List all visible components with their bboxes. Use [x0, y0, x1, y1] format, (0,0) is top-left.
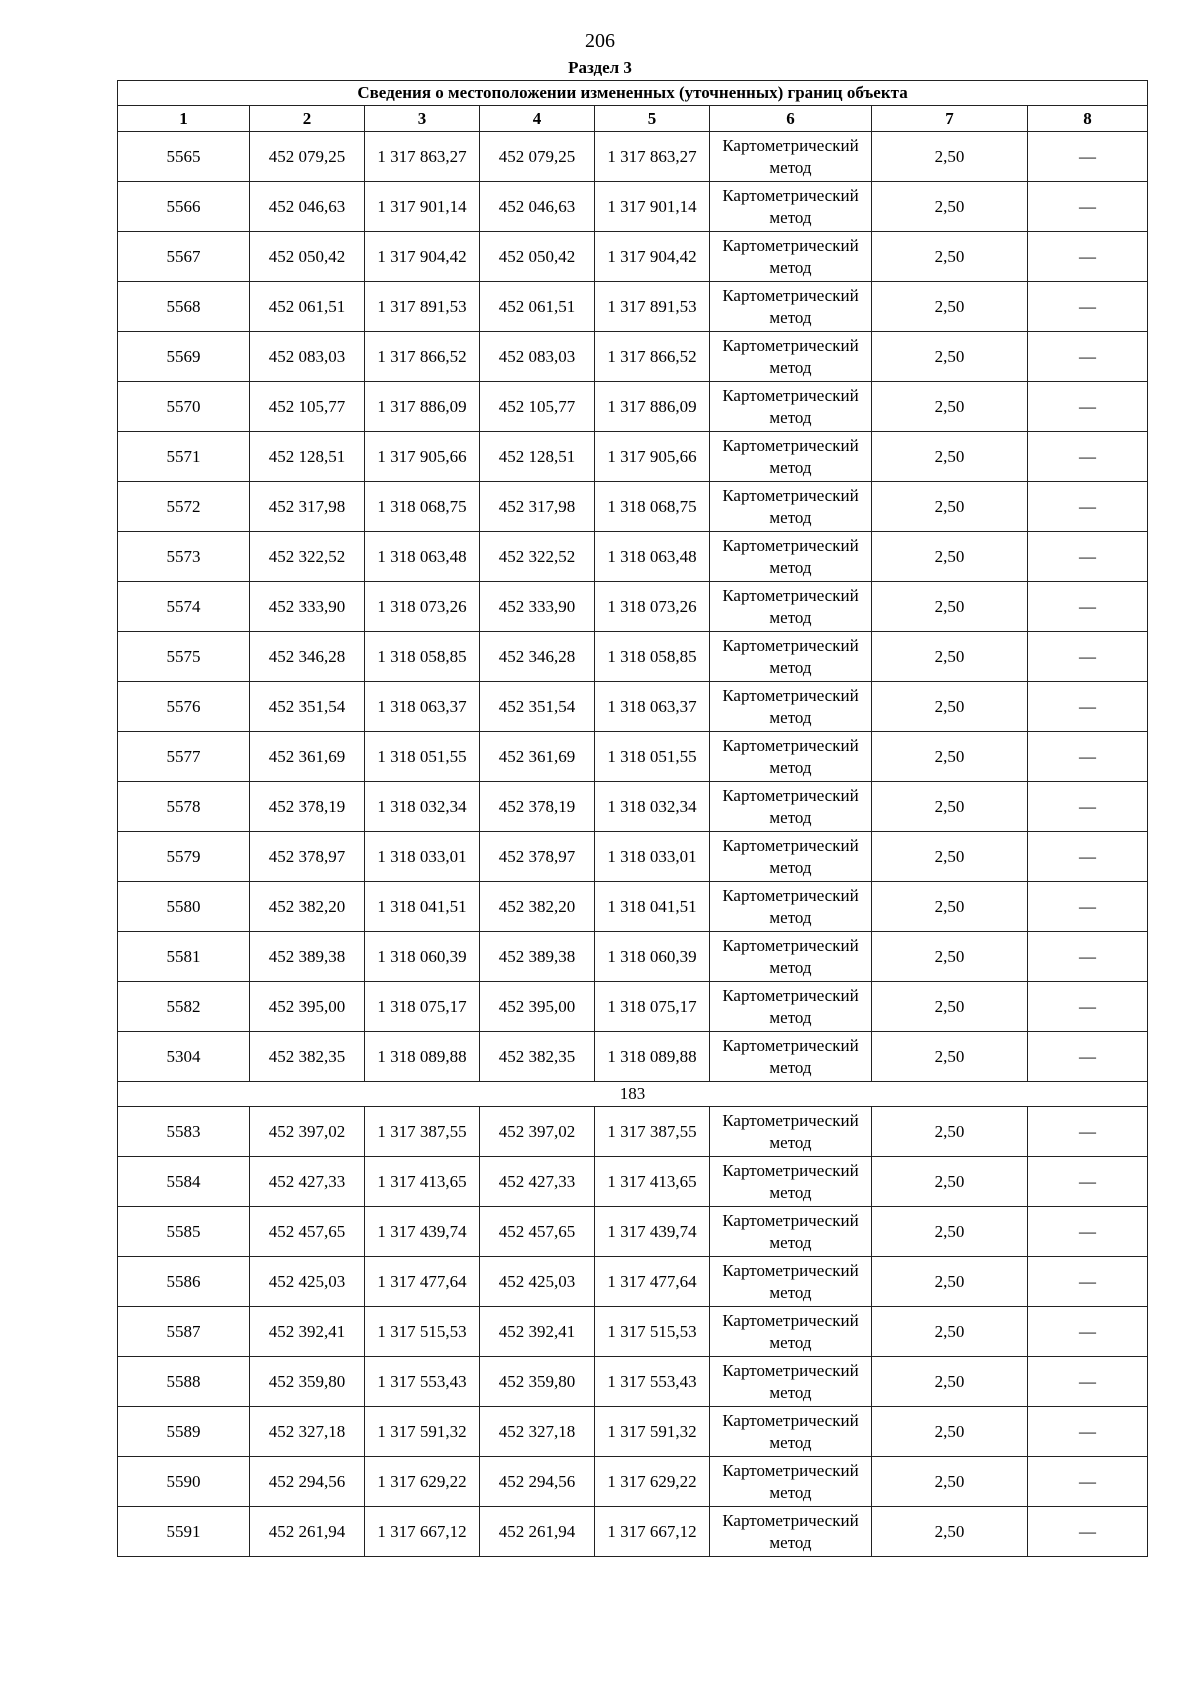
y-existing-cell: 1 317 477,64 [365, 1257, 480, 1307]
x-existing-cell: 452 382,20 [250, 882, 365, 932]
description-cell [1028, 1307, 1148, 1357]
x-existing-cell: 452 359,80 [250, 1357, 365, 1407]
x-existing-cell: 452 061,51 [250, 282, 365, 332]
description-cell [1028, 332, 1148, 382]
x-new-cell: 452 397,02 [480, 1107, 595, 1157]
method-cell: Картометрический метод [710, 932, 872, 982]
y-existing-cell: 1 318 063,48 [365, 532, 480, 582]
x-new-cell: 452 361,69 [480, 732, 595, 782]
point-number-cell: 5589 [118, 1407, 250, 1457]
description-cell [1028, 1207, 1148, 1257]
y-new-cell: 1 318 041,51 [595, 882, 710, 932]
point-number-cell: 5591 [118, 1507, 250, 1557]
description-cell [1028, 382, 1148, 432]
method-cell: Картометрический метод [710, 1357, 872, 1407]
table-row [118, 432, 1148, 482]
group-label: 183 [118, 1082, 1148, 1107]
table-row [118, 182, 1148, 232]
description-cell [1028, 932, 1148, 982]
x-existing-cell: 452 425,03 [250, 1257, 365, 1307]
point-number-cell: 5579 [118, 832, 250, 882]
accuracy-cell: 2,50 [872, 582, 1028, 632]
x-new-cell: 452 061,51 [480, 282, 595, 332]
accuracy-cell: 2,50 [872, 1157, 1028, 1207]
section-title: Раздел 3 [568, 58, 632, 77]
empty-mark: — [1079, 596, 1097, 616]
accuracy-cell: 2,50 [872, 1457, 1028, 1507]
empty-mark: — [1079, 1171, 1097, 1191]
method-cell: Картометрический метод [710, 332, 872, 382]
table-row [118, 1307, 1148, 1357]
x-existing-cell: 452 083,03 [250, 332, 365, 382]
x-existing-cell: 452 046,63 [250, 182, 365, 232]
accuracy-cell: 2,50 [872, 782, 1028, 832]
table-row [118, 232, 1148, 282]
x-existing-cell: 452 128,51 [250, 432, 365, 482]
y-new-cell: 1 317 477,64 [595, 1257, 710, 1307]
column-header: 2 [250, 106, 365, 132]
empty-mark: — [1079, 1271, 1097, 1291]
y-new-cell: 1 318 063,37 [595, 682, 710, 732]
y-new-cell: 1 317 901,14 [595, 182, 710, 232]
y-new-cell: 1 318 051,55 [595, 732, 710, 782]
point-number-cell: 5578 [118, 782, 250, 832]
description-cell [1028, 1157, 1148, 1207]
table-row [118, 1407, 1148, 1457]
x-new-cell: 452 395,00 [480, 982, 595, 1032]
description-cell [1028, 1407, 1148, 1457]
empty-mark: — [1079, 996, 1097, 1016]
point-number-cell: 5582 [118, 982, 250, 1032]
x-existing-cell: 452 457,65 [250, 1207, 365, 1257]
y-new-cell: 1 317 891,53 [595, 282, 710, 332]
y-new-cell: 1 317 863,27 [595, 132, 710, 182]
y-existing-cell: 1 318 033,01 [365, 832, 480, 882]
y-new-cell: 1 318 058,85 [595, 632, 710, 682]
accuracy-cell: 2,50 [872, 982, 1028, 1032]
y-new-cell: 1 317 886,09 [595, 382, 710, 432]
x-new-cell: 452 327,18 [480, 1407, 595, 1457]
empty-mark: — [1079, 496, 1097, 516]
point-number-cell: 5577 [118, 732, 250, 782]
table-row [118, 932, 1148, 982]
empty-mark: — [1079, 746, 1097, 766]
table-row [118, 832, 1148, 882]
x-new-cell: 452 457,65 [480, 1207, 595, 1257]
empty-mark: — [1079, 446, 1097, 466]
method-cell: Картометрический метод [710, 532, 872, 582]
y-existing-cell: 1 317 413,65 [365, 1157, 480, 1207]
y-existing-cell: 1 318 075,17 [365, 982, 480, 1032]
x-new-cell: 452 389,38 [480, 932, 595, 982]
method-cell: Картометрический метод [710, 1107, 872, 1157]
method-cell: Картометрический метод [710, 132, 872, 182]
x-new-cell: 452 317,98 [480, 482, 595, 532]
y-existing-cell: 1 318 051,55 [365, 732, 480, 782]
x-existing-cell: 452 327,18 [250, 1407, 365, 1457]
y-existing-cell: 1 317 515,53 [365, 1307, 480, 1357]
x-existing-cell: 452 392,41 [250, 1307, 365, 1357]
accuracy-cell: 2,50 [872, 132, 1028, 182]
table-row [118, 732, 1148, 782]
x-existing-cell: 452 050,42 [250, 232, 365, 282]
method-cell: Картометрический метод [710, 1032, 872, 1082]
method-cell: Картометрический метод [710, 1207, 872, 1257]
accuracy-cell: 2,50 [872, 682, 1028, 732]
empty-mark: — [1079, 796, 1097, 816]
coordinates-table [117, 80, 1148, 1557]
method-cell: Картометрический метод [710, 582, 872, 632]
empty-mark: — [1079, 846, 1097, 866]
method-cell: Картометрический метод [710, 882, 872, 932]
table-row [118, 882, 1148, 932]
column-header: 7 [872, 106, 1028, 132]
accuracy-cell: 2,50 [872, 232, 1028, 282]
method-cell: Картометрический метод [710, 282, 872, 332]
method-cell: Картометрический метод [710, 432, 872, 482]
empty-mark: — [1079, 396, 1097, 416]
table-row [118, 282, 1148, 332]
accuracy-cell: 2,50 [872, 732, 1028, 782]
point-number-cell: 5572 [118, 482, 250, 532]
x-new-cell: 452 382,20 [480, 882, 595, 932]
y-new-cell: 1 317 866,52 [595, 332, 710, 382]
empty-mark: — [1079, 1046, 1097, 1066]
table-row [118, 382, 1148, 432]
accuracy-cell: 2,50 [872, 1032, 1028, 1082]
description-cell [1028, 1507, 1148, 1557]
method-cell: Картометрический метод [710, 382, 872, 432]
y-new-cell: 1 318 068,75 [595, 482, 710, 532]
column-header: 4 [480, 106, 595, 132]
y-existing-cell: 1 317 439,74 [365, 1207, 480, 1257]
accuracy-cell: 2,50 [872, 282, 1028, 332]
x-existing-cell: 452 378,97 [250, 832, 365, 882]
x-existing-cell: 452 322,52 [250, 532, 365, 582]
x-new-cell: 452 351,54 [480, 682, 595, 732]
point-number-cell: 5573 [118, 532, 250, 582]
y-new-cell: 1 317 591,32 [595, 1407, 710, 1457]
x-existing-cell: 452 333,90 [250, 582, 365, 632]
table-row [118, 1507, 1148, 1557]
accuracy-cell: 2,50 [872, 182, 1028, 232]
table-caption: Сведения о местоположении измененных (уточненных) границ объекта [118, 81, 1148, 106]
method-cell: Картометрический метод [710, 682, 872, 732]
x-existing-cell: 452 397,02 [250, 1107, 365, 1157]
empty-mark: — [1079, 1221, 1097, 1241]
y-new-cell: 1 317 413,65 [595, 1157, 710, 1207]
x-existing-cell: 452 294,56 [250, 1457, 365, 1507]
column-header: 5 [595, 106, 710, 132]
group-row [118, 1082, 1148, 1107]
empty-mark: — [1079, 1421, 1097, 1441]
accuracy-cell: 2,50 [872, 532, 1028, 582]
x-new-cell: 452 128,51 [480, 432, 595, 482]
x-new-cell: 452 333,90 [480, 582, 595, 632]
table-row [118, 532, 1148, 582]
x-existing-cell: 452 389,38 [250, 932, 365, 982]
description-cell [1028, 1032, 1148, 1082]
y-existing-cell: 1 317 904,42 [365, 232, 480, 282]
table-row [118, 132, 1148, 182]
accuracy-cell: 2,50 [872, 332, 1028, 382]
y-new-cell: 1 317 439,74 [595, 1207, 710, 1257]
empty-mark: — [1079, 946, 1097, 966]
empty-mark: — [1079, 246, 1097, 266]
point-number-cell: 5576 [118, 682, 250, 732]
point-number-cell: 5565 [118, 132, 250, 182]
method-cell: Картометрический метод [710, 1457, 872, 1507]
table-row [118, 1357, 1148, 1407]
table-row [118, 632, 1148, 682]
empty-mark: — [1079, 696, 1097, 716]
point-number-cell: 5571 [118, 432, 250, 482]
method-cell: Картометрический метод [710, 1307, 872, 1357]
point-number-cell: 5590 [118, 1457, 250, 1507]
point-number-cell: 5585 [118, 1207, 250, 1257]
x-existing-cell: 452 317,98 [250, 482, 365, 532]
y-existing-cell: 1 318 058,85 [365, 632, 480, 682]
y-new-cell: 1 318 089,88 [595, 1032, 710, 1082]
point-number-cell: 5586 [118, 1257, 250, 1307]
x-existing-cell: 452 351,54 [250, 682, 365, 732]
y-new-cell: 1 317 667,12 [595, 1507, 710, 1557]
column-header-row [118, 106, 1148, 132]
y-new-cell: 1 318 063,48 [595, 532, 710, 582]
accuracy-cell: 2,50 [872, 882, 1028, 932]
empty-mark: — [1079, 546, 1097, 566]
method-cell: Картометрический метод [710, 832, 872, 882]
method-cell: Картометрический метод [710, 1407, 872, 1457]
point-number-cell: 5567 [118, 232, 250, 282]
accuracy-cell: 2,50 [872, 1257, 1028, 1307]
point-number-cell: 5587 [118, 1307, 250, 1357]
y-new-cell: 1 317 553,43 [595, 1357, 710, 1407]
description-cell [1028, 532, 1148, 582]
description-cell [1028, 882, 1148, 932]
description-cell [1028, 1457, 1148, 1507]
empty-mark: — [1079, 146, 1097, 166]
column-header: 6 [710, 106, 872, 132]
method-cell: Картометрический метод [710, 182, 872, 232]
table-body-b [118, 1107, 1148, 1557]
accuracy-cell: 2,50 [872, 1207, 1028, 1257]
y-existing-cell: 1 318 068,75 [365, 482, 480, 532]
x-existing-cell: 452 361,69 [250, 732, 365, 782]
accuracy-cell: 2,50 [872, 382, 1028, 432]
accuracy-cell: 2,50 [872, 1307, 1028, 1357]
table-row [118, 782, 1148, 832]
point-number-cell: 5570 [118, 382, 250, 432]
x-existing-cell: 452 382,35 [250, 1032, 365, 1082]
y-existing-cell: 1 317 863,27 [365, 132, 480, 182]
point-number-cell: 5575 [118, 632, 250, 682]
y-new-cell: 1 318 060,39 [595, 932, 710, 982]
y-new-cell: 1 317 904,42 [595, 232, 710, 282]
description-cell [1028, 732, 1148, 782]
x-existing-cell: 452 079,25 [250, 132, 365, 182]
empty-mark: — [1079, 296, 1097, 316]
description-cell [1028, 982, 1148, 1032]
y-new-cell: 1 317 515,53 [595, 1307, 710, 1357]
x-new-cell: 452 083,03 [480, 332, 595, 382]
method-cell: Картометрический метод [710, 782, 872, 832]
y-existing-cell: 1 317 905,66 [365, 432, 480, 482]
point-number-cell: 5584 [118, 1157, 250, 1207]
point-number-cell: 5580 [118, 882, 250, 932]
empty-mark: — [1079, 1121, 1097, 1141]
x-new-cell: 452 050,42 [480, 232, 595, 282]
x-new-cell: 452 378,19 [480, 782, 595, 832]
y-new-cell: 1 317 387,55 [595, 1107, 710, 1157]
point-number-cell: 5583 [118, 1107, 250, 1157]
y-existing-cell: 1 317 891,53 [365, 282, 480, 332]
accuracy-cell: 2,50 [872, 1507, 1028, 1557]
y-existing-cell: 1 317 591,32 [365, 1407, 480, 1457]
y-existing-cell: 1 317 553,43 [365, 1357, 480, 1407]
table-row [118, 1032, 1148, 1082]
table-caption-row [118, 81, 1148, 106]
x-existing-cell: 452 427,33 [250, 1157, 365, 1207]
description-cell [1028, 682, 1148, 732]
y-existing-cell: 1 317 667,12 [365, 1507, 480, 1557]
y-existing-cell: 1 318 060,39 [365, 932, 480, 982]
table-row [118, 1207, 1148, 1257]
description-cell [1028, 432, 1148, 482]
table-body-a [118, 132, 1148, 1082]
x-new-cell: 452 427,33 [480, 1157, 595, 1207]
method-cell: Картометрический метод [710, 632, 872, 682]
y-new-cell: 1 317 905,66 [595, 432, 710, 482]
column-header: 3 [365, 106, 480, 132]
x-existing-cell: 452 105,77 [250, 382, 365, 432]
description-cell [1028, 132, 1148, 182]
y-existing-cell: 1 317 866,52 [365, 332, 480, 382]
table-row [118, 482, 1148, 532]
x-new-cell: 452 294,56 [480, 1457, 595, 1507]
x-existing-cell: 452 378,19 [250, 782, 365, 832]
accuracy-cell: 2,50 [872, 1107, 1028, 1157]
table-row [118, 982, 1148, 1032]
description-cell [1028, 632, 1148, 682]
empty-mark: — [1079, 1371, 1097, 1391]
method-cell: Картометрический метод [710, 1257, 872, 1307]
method-cell: Картометрический метод [710, 1157, 872, 1207]
x-new-cell: 452 392,41 [480, 1307, 595, 1357]
point-number-cell: 5304 [118, 1032, 250, 1082]
y-existing-cell: 1 318 063,37 [365, 682, 480, 732]
table-row [118, 1257, 1148, 1307]
description-cell [1028, 1257, 1148, 1307]
point-number-cell: 5569 [118, 332, 250, 382]
y-existing-cell: 1 318 032,34 [365, 782, 480, 832]
description-cell [1028, 482, 1148, 532]
x-existing-cell: 452 261,94 [250, 1507, 365, 1557]
y-existing-cell: 1 318 041,51 [365, 882, 480, 932]
point-number-cell: 5574 [118, 582, 250, 632]
x-new-cell: 452 359,80 [480, 1357, 595, 1407]
description-cell [1028, 282, 1148, 332]
y-new-cell: 1 318 032,34 [595, 782, 710, 832]
y-new-cell: 1 318 073,26 [595, 582, 710, 632]
description-cell [1028, 1357, 1148, 1407]
x-new-cell: 452 261,94 [480, 1507, 595, 1557]
description-cell [1028, 182, 1148, 232]
table-row [118, 1157, 1148, 1207]
method-cell: Картометрический метод [710, 982, 872, 1032]
x-new-cell: 452 079,25 [480, 132, 595, 182]
x-existing-cell: 452 346,28 [250, 632, 365, 682]
y-new-cell: 1 318 075,17 [595, 982, 710, 1032]
x-new-cell: 452 322,52 [480, 532, 595, 582]
table-row [118, 582, 1148, 632]
empty-mark: — [1079, 896, 1097, 916]
description-cell [1028, 582, 1148, 632]
method-cell: Картометрический метод [710, 482, 872, 532]
table-row [118, 1107, 1148, 1157]
point-number-cell: 5566 [118, 182, 250, 232]
table-row [118, 332, 1148, 382]
table-row [118, 682, 1148, 732]
accuracy-cell: 2,50 [872, 1357, 1028, 1407]
x-new-cell: 452 378,97 [480, 832, 595, 882]
accuracy-cell: 2,50 [872, 1407, 1028, 1457]
description-cell [1028, 1107, 1148, 1157]
empty-mark: — [1079, 346, 1097, 366]
point-number-cell: 5581 [118, 932, 250, 982]
y-new-cell: 1 317 629,22 [595, 1457, 710, 1507]
empty-mark: — [1079, 1521, 1097, 1541]
description-cell [1028, 782, 1148, 832]
page-number: 206 [585, 30, 615, 52]
accuracy-cell: 2,50 [872, 482, 1028, 532]
empty-mark: — [1079, 196, 1097, 216]
description-cell [1028, 832, 1148, 882]
y-existing-cell: 1 317 886,09 [365, 382, 480, 432]
empty-mark: — [1079, 646, 1097, 666]
method-cell: Картометрический метод [710, 732, 872, 782]
y-existing-cell: 1 317 387,55 [365, 1107, 480, 1157]
table-row [118, 1457, 1148, 1507]
point-number-cell: 5568 [118, 282, 250, 332]
empty-mark: — [1079, 1471, 1097, 1491]
x-new-cell: 452 425,03 [480, 1257, 595, 1307]
y-existing-cell: 1 317 629,22 [365, 1457, 480, 1507]
method-cell: Картометрический метод [710, 1507, 872, 1557]
column-header: 8 [1028, 106, 1148, 132]
method-cell: Картометрический метод [710, 232, 872, 282]
description-cell [1028, 232, 1148, 282]
empty-mark: — [1079, 1321, 1097, 1341]
point-number-cell: 5588 [118, 1357, 250, 1407]
y-new-cell: 1 318 033,01 [595, 832, 710, 882]
y-existing-cell: 1 318 089,88 [365, 1032, 480, 1082]
accuracy-cell: 2,50 [872, 832, 1028, 882]
y-existing-cell: 1 318 073,26 [365, 582, 480, 632]
x-new-cell: 452 382,35 [480, 1032, 595, 1082]
x-new-cell: 452 346,28 [480, 632, 595, 682]
y-existing-cell: 1 317 901,14 [365, 182, 480, 232]
accuracy-cell: 2,50 [872, 932, 1028, 982]
x-new-cell: 452 105,77 [480, 382, 595, 432]
column-header: 1 [118, 106, 250, 132]
x-existing-cell: 452 395,00 [250, 982, 365, 1032]
x-new-cell: 452 046,63 [480, 182, 595, 232]
accuracy-cell: 2,50 [872, 432, 1028, 482]
accuracy-cell: 2,50 [872, 632, 1028, 682]
